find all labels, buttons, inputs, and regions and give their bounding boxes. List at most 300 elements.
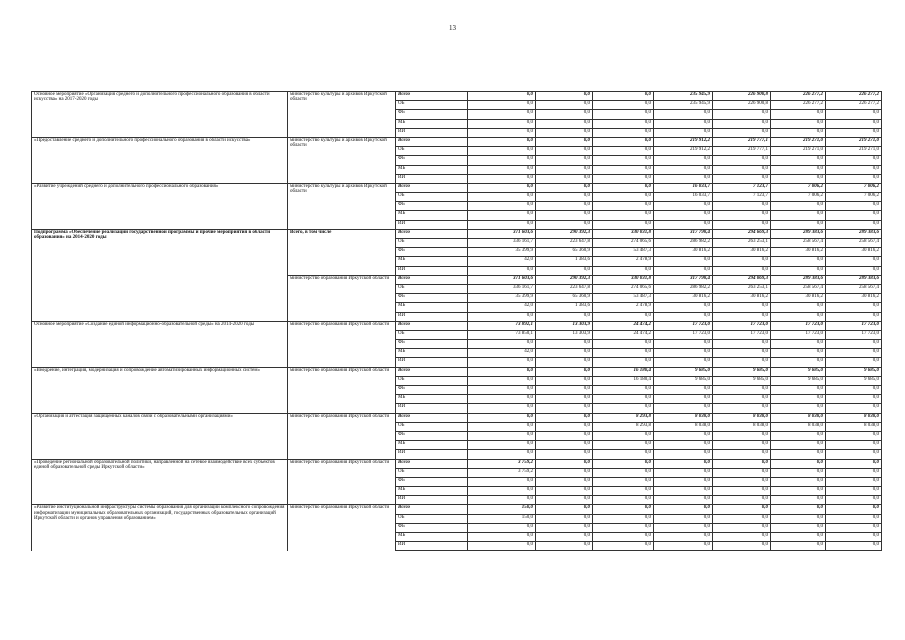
amount-cell: 0,0 [826,542,882,551]
amount-cell: 9 685,0 [826,376,882,385]
funding-source: Всего [396,183,468,192]
amount-cell: 226 900,8 [713,92,771,101]
amount-cell: 0,0 [654,349,713,358]
amount-cell: 150,0 [468,514,536,523]
amount-cell: 0,0 [713,119,771,128]
amount-cell: 0,0 [654,395,713,404]
amount-cell: 0,0 [654,110,713,119]
amount-cell: 8 293,8 [593,422,654,431]
amount-cell: 2 478,9 [593,303,654,312]
amount-cell: 0,0 [536,459,593,468]
funding-source: ИИ [396,174,468,183]
amount-cell: 0,0 [536,156,593,165]
amount-cell: 0,0 [713,165,771,174]
funding-source: МБ [396,441,468,450]
responsible-executor: министерство культуры и архивов Иркутской области [288,183,396,229]
table-row [32,413,882,422]
amount-cell: 294 069,3 [713,275,771,284]
amount-cell: 226 277,2 [771,92,826,101]
amount-cell: 0,0 [468,128,536,137]
amount-cell: 30 816,2 [826,294,882,303]
amount-cell: 0,0 [593,137,654,146]
amount-cell: 17 723,0 [654,321,713,330]
activity-name: «Развитие институциональной инфраструктуры системы образования для организации комплексного сопровождения информатизации муниципальных образовательных организаций, государственных образовательных организаций Иркутской области и органов управления образованием» [32,505,288,551]
amount-cell: 0,0 [713,386,771,395]
funding-source: МБ [396,487,468,496]
funding-source: ИИ [396,450,468,459]
amount-cell: 0,0 [713,110,771,119]
amount-cell: 0,0 [536,523,593,532]
amount-cell: 17 723,0 [771,330,826,339]
amount-cell: 0,0 [826,459,882,468]
amount-cell: 0,0 [593,477,654,486]
amount-cell: 0,0 [536,505,593,514]
amount-cell: 8 293,8 [593,413,654,422]
amount-cell: 0,0 [713,358,771,367]
amount-cell: 0,0 [654,477,713,486]
amount-cell: 0,0 [771,165,826,174]
amount-cell: 35 399,9 [468,294,536,303]
amount-cell: 0,0 [536,202,593,211]
amount-cell: 0,0 [771,119,826,128]
table-row [32,321,882,330]
amount-cell: 8 038,0 [654,413,713,422]
amount-cell: 0,0 [771,174,826,183]
amount-cell: 0,0 [468,358,536,367]
funding-source: ИИ [396,220,468,229]
amount-cell: 223 647,8 [536,284,593,293]
amount-cell: 0,0 [771,340,826,349]
amount-cell: 0,0 [771,468,826,477]
amount-cell: 0,0 [654,459,713,468]
amount-cell: 0,0 [468,137,536,146]
amount-cell: 0,0 [593,165,654,174]
amount-cell: 8 038,0 [826,413,882,422]
amount-cell: 0,0 [771,128,826,137]
responsible-executor: министерство образования Иркутской области [288,505,396,551]
amount-cell: 0,0 [771,349,826,358]
amount-cell: 371 603,6 [468,229,536,238]
amount-cell: 0,0 [593,147,654,156]
amount-cell: 0,0 [468,92,536,101]
amount-cell: 0,0 [468,477,536,486]
funding-source: МБ [396,211,468,220]
funding-source: ОБ [396,422,468,431]
amount-cell: 13 303,9 [536,330,593,339]
funding-source: ОБ [396,468,468,477]
amount-cell: 0,0 [468,367,536,376]
amount-cell: 0,0 [654,119,713,128]
amount-cell: 0,0 [826,514,882,523]
amount-cell: 219 912,2 [654,147,713,156]
amount-cell: 0,0 [468,533,536,542]
amount-cell: 13 303,9 [536,321,593,330]
funding-source: ФБ [396,386,468,395]
amount-cell: 0,0 [826,211,882,220]
activity-name: «Проведение региональной образовательной политики, направленной на сетевое взаимодействие всех субъектов единой образовательной среды Иркутской области» [32,459,288,505]
amount-cell: 0,0 [536,514,593,523]
amount-cell: 290 392,3 [536,229,593,238]
amount-cell: 0,0 [654,257,713,266]
amount-cell: 0,0 [713,312,771,321]
funding-source: ФБ [396,202,468,211]
amount-cell: 0,0 [468,422,536,431]
amount-cell: 0,0 [468,542,536,551]
amount-cell: 0,0 [771,542,826,551]
funding-source: ФБ [396,340,468,349]
amount-cell: 0,0 [654,312,713,321]
amount-cell: 0,0 [713,505,771,514]
amount-cell: 0,0 [593,505,654,514]
funding-source: ОБ [396,101,468,110]
amount-cell: 0,0 [468,193,536,202]
amount-cell: 0,0 [713,156,771,165]
amount-cell: 7 006,2 [771,183,826,192]
table-row [32,367,882,376]
amount-cell: 17 723,0 [654,330,713,339]
amount-cell: 0,0 [771,533,826,542]
amount-cell: 0,0 [536,174,593,183]
amount-cell: 219 271,0 [771,137,826,146]
amount-cell: 0,0 [713,496,771,505]
amount-cell: 0,0 [771,431,826,440]
amount-cell: 317 798,4 [654,229,713,238]
amount-cell: 263 253,1 [713,284,771,293]
amount-cell: 53 487,3 [593,248,654,257]
funding-source: ФБ [396,523,468,532]
amount-cell: 17 723,0 [826,330,882,339]
amount-cell: 274 065,6 [593,284,654,293]
amount-cell: 30 816,2 [771,294,826,303]
amount-cell: 226 900,8 [713,101,771,110]
amount-cell: 0,0 [593,496,654,505]
amount-cell: 0,0 [826,349,882,358]
amount-cell: 0,0 [654,266,713,275]
funding-source: ОБ [396,330,468,339]
amount-cell: 0,0 [713,450,771,459]
amount-cell: 0,0 [536,367,593,376]
amount-cell: 0,0 [654,211,713,220]
amount-cell: 0,0 [593,174,654,183]
amount-cell: 17 723,0 [713,321,771,330]
amount-cell: 9 685,0 [713,367,771,376]
amount-cell: 0,0 [536,266,593,275]
amount-cell: 0,0 [826,487,882,496]
activity-name: «Внедрение, интеграция, модернизация и сопровождение автоматизированных информационных систем» [32,367,288,413]
amount-cell: 0,0 [536,101,593,110]
amount-cell: 0,0 [536,183,593,192]
amount-cell: 0,0 [468,266,536,275]
funding-source: ОБ [396,147,468,156]
amount-cell: 0,0 [713,404,771,413]
table-row [32,505,882,514]
amount-cell: 0,0 [826,358,882,367]
amount-cell: 0,0 [654,450,713,459]
amount-cell: 0,0 [826,523,882,532]
amount-cell: 3 759,2 [468,459,536,468]
amount-cell: 8 038,0 [771,413,826,422]
page-number: 13 [449,24,456,32]
amount-cell: 0,0 [468,211,536,220]
amount-cell: 16 180,4 [593,376,654,385]
funding-source: МБ [396,395,468,404]
responsible-executor: Всего, в том числе [288,229,396,275]
amount-cell: 0,0 [771,459,826,468]
amount-cell: 0,0 [771,266,826,275]
funding-source: ИИ [396,358,468,367]
amount-cell: 1 383,6 [536,257,593,266]
table-row [32,183,882,192]
amount-cell: 0,0 [536,450,593,459]
amount-cell: 0,0 [654,174,713,183]
responsible-executor: министерство образования Иркутской области [288,321,396,367]
amount-cell: 0,0 [771,404,826,413]
table-row [32,459,882,468]
funding-source: ФБ [396,248,468,257]
funding-source: Всего [396,321,468,330]
responsible-executor: министерство образования Иркутской области [288,413,396,459]
funding-source: Всего [396,459,468,468]
amount-cell: 0,0 [593,523,654,532]
table-row [32,92,882,101]
amount-cell: 17 723,0 [771,321,826,330]
activity-name: «Организация и аттестация защищенных каналов связи с образовательными организациями» [32,413,288,459]
amount-cell: 0,0 [536,92,593,101]
funding-source: ФБ [396,477,468,486]
amount-cell: 65 360,9 [536,248,593,257]
amount-cell: 3 759,2 [468,468,536,477]
funding-source: Всего [396,92,468,101]
amount-cell: 8 038,0 [713,413,771,422]
amount-cell: 0,0 [654,128,713,137]
activity-name: Основное мероприятие «Организация среднего и дополнительного профессионального образования в области искусства» на 2017-2020 годы [32,92,288,138]
funding-source: Всего [396,413,468,422]
amount-cell: 0,0 [593,349,654,358]
amount-cell: 35 399,9 [468,248,536,257]
amount-cell: 0,0 [771,303,826,312]
amount-cell: 0,0 [468,450,536,459]
amount-cell: 8 038,0 [826,422,882,431]
table-row [32,229,882,238]
amount-cell: 0,0 [654,496,713,505]
amount-cell: 0,0 [593,156,654,165]
amount-cell: 0,0 [593,211,654,220]
amount-cell: 0,0 [593,266,654,275]
amount-cell: 7 006,2 [826,193,882,202]
amount-cell: 219 777,1 [713,147,771,156]
amount-cell: 0,0 [593,193,654,202]
amount-cell: 0,0 [468,340,536,349]
amount-cell: 0,0 [468,312,536,321]
amount-cell: 0,0 [771,496,826,505]
amount-cell: 0,0 [468,110,536,119]
amount-cell: 286 982,2 [654,284,713,293]
amount-cell: 0,0 [826,303,882,312]
amount-cell: 0,0 [536,211,593,220]
amount-cell: 0,0 [536,422,593,431]
amount-cell: 0,0 [536,147,593,156]
amount-cell: 0,0 [536,441,593,450]
amount-cell: 0,0 [826,477,882,486]
table-row [32,137,882,146]
funding-source: ИИ [396,404,468,413]
amount-cell: 9 685,0 [654,367,713,376]
amount-cell: 0,0 [826,220,882,229]
amount-cell: 219 271,0 [826,137,882,146]
amount-cell: 65 360,9 [536,294,593,303]
amount-cell: 7 006,2 [771,193,826,202]
amount-cell: 0,0 [654,514,713,523]
amount-cell: 0,0 [593,312,654,321]
amount-cell: 0,0 [826,505,882,514]
amount-cell: 16 033,7 [654,183,713,192]
amount-cell: 0,0 [713,303,771,312]
amount-cell: 0,0 [468,147,536,156]
amount-cell: 0,0 [654,542,713,551]
amount-cell: 0,0 [654,202,713,211]
responsible-executor: министерство образования Иркутской области [288,275,396,321]
amount-cell: 0,0 [468,487,536,496]
amount-cell: 42,0 [468,257,536,266]
funding-source: Всего [396,505,468,514]
amount-cell: 0,0 [826,431,882,440]
funding-source: ИИ [396,496,468,505]
amount-cell: 371 603,6 [468,275,536,284]
amount-cell: 0,0 [593,358,654,367]
amount-cell: 0,0 [536,404,593,413]
amount-cell: 0,0 [468,119,536,128]
amount-cell: 24 474,2 [593,330,654,339]
amount-cell: 0,0 [468,413,536,422]
amount-cell: 7 123,7 [713,183,771,192]
amount-cell: 0,0 [536,413,593,422]
amount-cell: 7 006,2 [826,183,882,192]
funding-source: ИИ [396,266,468,275]
amount-cell: 219 271,0 [771,147,826,156]
amount-cell: 0,0 [536,110,593,119]
amount-cell: 330 031,8 [593,229,654,238]
amount-cell: 258 567,4 [771,284,826,293]
amount-cell: 0,0 [536,137,593,146]
funding-source: ОБ [396,376,468,385]
amount-cell: 258 567,4 [771,239,826,248]
amount-cell: 0,0 [654,431,713,440]
amount-cell: 0,0 [654,533,713,542]
funding-source: МБ [396,533,468,542]
amount-cell: 73 892,1 [468,321,536,330]
amount-cell: 0,0 [713,533,771,542]
amount-cell: 0,0 [713,441,771,450]
amount-cell: 0,0 [468,156,536,165]
amount-cell: 0,0 [536,165,593,174]
amount-cell: 0,0 [771,477,826,486]
amount-cell: 0,0 [536,193,593,202]
amount-cell: 0,0 [593,487,654,496]
amount-cell: 0,0 [593,128,654,137]
amount-cell: 0,0 [593,119,654,128]
amount-cell: 30 816,2 [771,248,826,257]
amount-cell: 0,0 [826,266,882,275]
amount-cell: 0,0 [536,340,593,349]
amount-cell: 0,0 [826,119,882,128]
amount-cell: 16 180,4 [593,367,654,376]
amount-cell: 0,0 [593,542,654,551]
amount-cell: 258 567,4 [826,284,882,293]
amount-cell: 289 383,6 [826,275,882,284]
amount-cell: 0,0 [771,312,826,321]
activity-name: Подпрограмма «Обеспечение реализации государственной программы и прочие мероприятия в области образования» на 2014-2020 годы [32,229,288,321]
amount-cell: 0,0 [654,505,713,514]
amount-cell: 0,0 [826,533,882,542]
amount-cell: 0,0 [771,386,826,395]
amount-cell: 0,0 [468,395,536,404]
amount-cell: 0,0 [654,441,713,450]
amount-cell: 0,0 [826,156,882,165]
amount-cell: 0,0 [468,174,536,183]
amount-cell: 30 816,2 [713,294,771,303]
amount-cell: 0,0 [713,202,771,211]
funding-source: Всего [396,137,468,146]
amount-cell: 0,0 [593,92,654,101]
amount-cell: 0,0 [593,340,654,349]
amount-cell: 30 816,2 [713,248,771,257]
amount-cell: 0,0 [536,542,593,551]
amount-cell: 73 850,1 [468,330,536,339]
funding-source: МБ [396,257,468,266]
amount-cell: 0,0 [826,202,882,211]
amount-cell: 0,0 [771,358,826,367]
amount-cell: 0,0 [826,441,882,450]
amount-cell: 9 685,0 [713,376,771,385]
amount-cell: 0,0 [468,376,536,385]
amount-cell: 2 478,9 [593,257,654,266]
amount-cell: 0,0 [713,459,771,468]
amount-cell: 0,0 [826,395,882,404]
amount-cell: 330 031,8 [593,275,654,284]
funding-source: ОБ [396,239,468,248]
amount-cell: 0,0 [593,386,654,395]
activity-name: Основное мероприятие «Создание единой информационно-образовательной среды» на 2014-2020 годы [32,321,288,367]
amount-cell: 0,0 [468,523,536,532]
amount-cell: 0,0 [654,358,713,367]
amount-cell: 0,0 [713,523,771,532]
amount-cell: 0,0 [536,312,593,321]
amount-cell: 0,0 [654,156,713,165]
amount-cell: 0,0 [713,431,771,440]
amount-cell: 0,0 [536,128,593,137]
amount-cell: 0,0 [593,101,654,110]
amount-cell: 0,0 [593,468,654,477]
funding-source: МБ [396,165,468,174]
amount-cell: 0,0 [593,395,654,404]
amount-cell: 0,0 [536,349,593,358]
amount-cell: 0,0 [771,514,826,523]
amount-cell: 0,0 [593,431,654,440]
amount-cell: 0,0 [536,533,593,542]
amount-cell: 317 798,4 [654,275,713,284]
amount-cell: 0,0 [593,533,654,542]
amount-cell: 0,0 [771,441,826,450]
amount-cell: 0,0 [536,487,593,496]
amount-cell: 0,0 [771,505,826,514]
amount-cell: 0,0 [593,450,654,459]
amount-cell: 0,0 [826,340,882,349]
amount-cell: 17 723,0 [826,321,882,330]
amount-cell: 0,0 [536,496,593,505]
amount-cell: 294 669,3 [713,229,771,238]
amount-cell: 0,0 [654,340,713,349]
amount-cell: 274 065,6 [593,239,654,248]
